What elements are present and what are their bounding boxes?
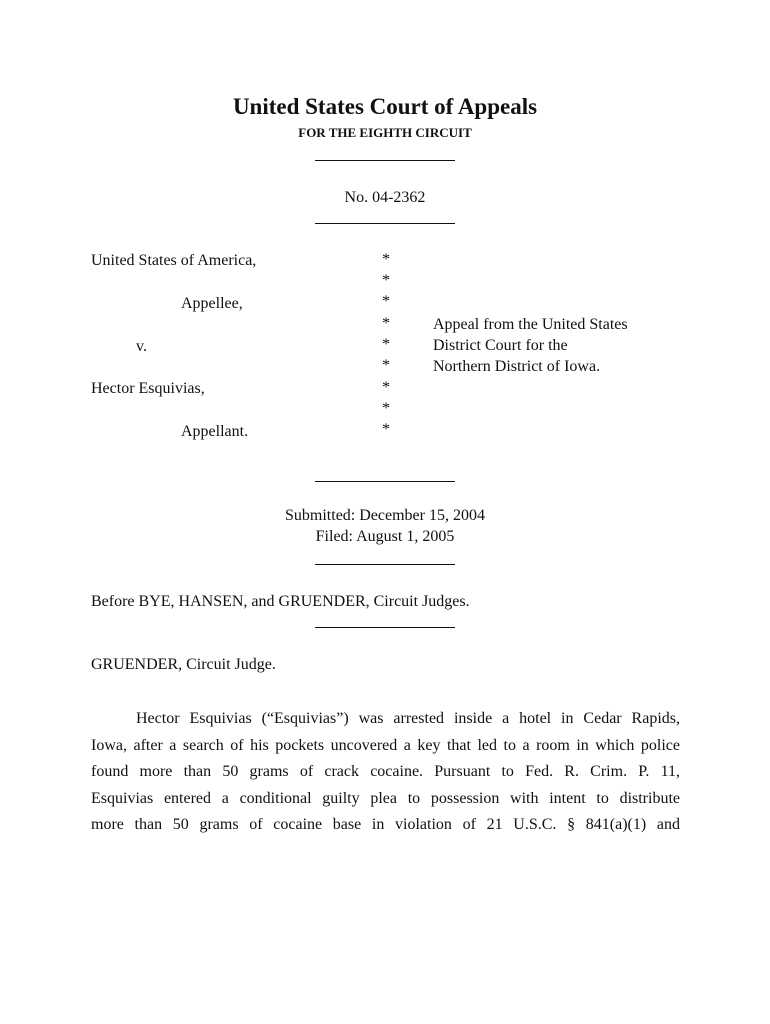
caption-asterisk: *: [382, 251, 390, 268]
caption-asterisk: *: [382, 293, 390, 310]
appeal-from-line: District Court for the: [433, 337, 568, 354]
plaintiff-role: Appellee,: [181, 295, 243, 312]
caption-asterisk: *: [382, 336, 390, 353]
opinion-paragraph: [91, 706, 680, 839]
court-circuit: FOR THE EIGHTH CIRCUIT: [298, 125, 472, 140]
divider-rule: [315, 627, 455, 628]
opinion-line: Esquivias entered a conditional guilty plea to possession with intent to distribute: [91, 789, 680, 807]
caption-asterisk: *: [382, 272, 390, 289]
caption-asterisk: *: [382, 315, 390, 332]
opinion-line: Iowa, after a search of his pockets uncovered a key that led to a room in which police: [91, 736, 680, 754]
filed-date: Filed: August 1, 2005: [315, 528, 455, 545]
opinion-line: more than 50 grams of cocaine base in violation of 21 U.S.C. § 841(a)(1) and: [91, 816, 680, 833]
divider-rule: [315, 223, 455, 224]
defendant-role: Appellant.: [181, 423, 249, 440]
caption-asterisk: *: [382, 421, 390, 438]
opinion-line: found more than 50 grams of crack cocaine. Pursuant to Fed. R. Crim. P. 11,: [91, 763, 680, 780]
versus-label: v.: [136, 338, 147, 355]
divider-rule: [315, 564, 455, 565]
opinion-line: Hector Esquivias (“Esquivias”) was arrested inside a hotel in Cedar Rapids,: [136, 710, 680, 727]
court-title: United States Court of Appeals: [232, 94, 538, 119]
caption-asterisk: *: [382, 379, 390, 396]
submitted-date: Submitted: December 15, 2004: [285, 507, 485, 524]
case-number: No. 04-2362: [344, 189, 426, 206]
caption-asterisk: *: [382, 357, 390, 374]
panel-judges: Before BYE, HANSEN, and GRUENDER, Circuit Judges.: [91, 593, 470, 610]
plaintiff-name: United States of America,: [91, 252, 257, 269]
divider-rule: [315, 160, 455, 161]
opinion-author: GRUENDER, Circuit Judge.: [91, 656, 276, 673]
divider-rule: [315, 481, 455, 482]
defendant-name: Hector Esquivias,: [91, 380, 205, 397]
appeal-from-line: Northern District of Iowa.: [433, 358, 601, 375]
appeal-from-line: Appeal from the United States: [433, 316, 628, 333]
caption-asterisk: *: [382, 400, 390, 417]
